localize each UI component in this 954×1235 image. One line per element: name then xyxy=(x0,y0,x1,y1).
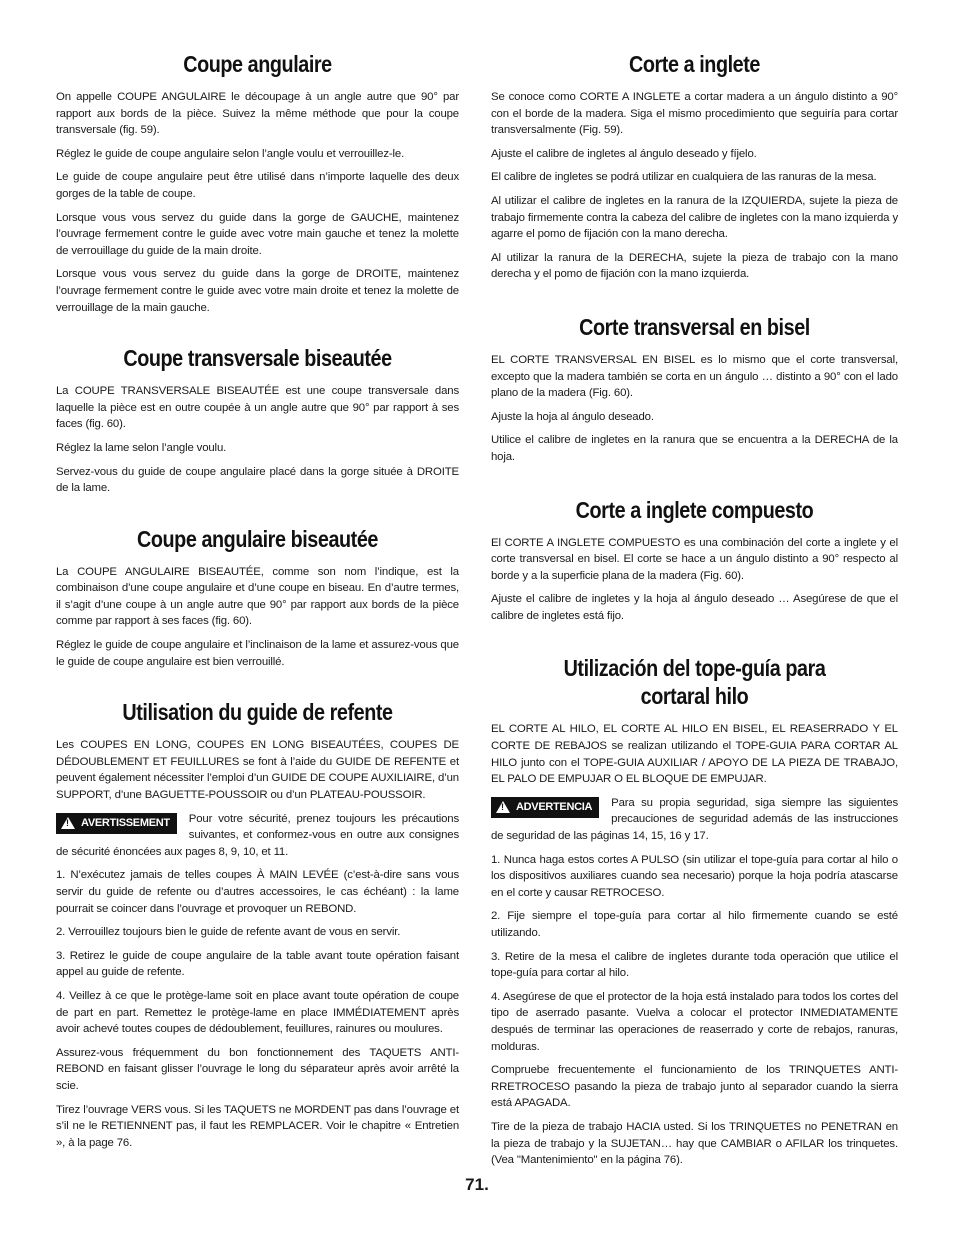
section-spacer xyxy=(491,290,898,313)
warning-badge xyxy=(491,797,599,818)
section-tope-guia xyxy=(491,654,898,1168)
heading-coupe-transversale-biseautee: Coupe transversale biseautée xyxy=(123,345,392,372)
paragraph: Le guide de coupe angulaire peut être utilisé dans n’importe laquelle des deux gorges de la table de coupe. xyxy=(56,171,459,200)
paragraph: On appelle COUPE ANGULAIRE le découpage à un angle autre que 90° par rapport aux bords de la pièce. Suivez la même méthode que pour la coupe transversale (fig. 59). xyxy=(56,91,459,137)
warning-label: ADVERTENCIA xyxy=(516,800,593,813)
paragraph: 4. Veillez à ce que le protège-lame soit en place avant toute opération de coupe de part en part. Remettez le protège-lame en place IMMÉDIATEMENT après avoir achevé toutes coupes de dédoublement, feuillures, rainures ou moulures. xyxy=(56,989,459,1036)
right-column xyxy=(491,50,898,1176)
section-corte-inglete-compuesto xyxy=(491,496,898,625)
paragraph: Compruebe frecuentemente el funcionamiento de los TRINQUETES ANTI-RRETROCESO pasando la pieza de trabajo junto al separador cuando la sierra está APAGADA. xyxy=(491,1064,898,1110)
paragraph: 3. Retire de la mesa el calibre de ingletes durante toda operación que utilice el tope-guía para cortar al hilo. xyxy=(491,950,898,980)
heading-coupe-angulaire-biseautee: Coupe angulaire biseautée xyxy=(137,525,378,552)
warning-paragraph xyxy=(56,811,459,861)
section-coupe-angulaire xyxy=(56,50,459,316)
warning-text: Pour votre sécurité, prenez toujours les précautions suivantes, et conformez-vous en outre aux consignes de sécurité énoncées aux pages 8, 9, 10, et 11. xyxy=(56,812,459,858)
warning-triangle-icon xyxy=(61,817,75,829)
paragraph: Tire de la pieza de trabajo HACIA usted. Si los TRINQUETES no PENETRAN en la pieza de trabajo y la SUJETAN… hay que CAMBIAR o AFILAR los trinquetes. (Vea "Mantenimiento" en la página 76). xyxy=(491,1120,898,1167)
heading-line: cortaral hilo xyxy=(640,683,749,710)
paragraph: EL CORTE AL HILO, EL CORTE AL HILO EN BISEL, EL REASERRADO Y EL CORTE DE REBAJOS se realizan utilizando el TOPE-GUIA PARA CORTAR AL HILO junto con el TOPE-GUIA AUXILIAR / APOYO DE LA PIEZA DE TRABAJO, EL PALO DE EMPUJAR O EL BLOQUE DE EMPUJAR. xyxy=(491,723,898,786)
paragraph: Lorsque vous vous servez du guide dans la gorge de GAUCHE, maintenez l’ouvrage fermement contre le guide avec votre main gauche et tenez la molette de verrouillage du guide de la main droite. xyxy=(56,211,459,257)
paragraph: 2. Fije siempre el tope-guía para cortar al hilo firmemente cuando se esté utilizando. xyxy=(491,910,898,939)
paragraph: Tirez l’ouvrage VERS vous. Si les TAQUETS ne MORDENT pas dans l’ouvrage et s’il ne le RETIENNENT pas, il faut les REMPLACER. Voir le chapitre « Entretien », à la page 76. xyxy=(56,1103,459,1149)
section-spacer xyxy=(56,323,459,344)
paragraph: Réglez le guide de coupe angulaire et l’inclinaison de la lame et assurez-vous que le guide de coupe angulaire est bien verrouillé. xyxy=(56,639,459,668)
paragraph: 3. Retirez le guide de coupe angulaire de la table avant toute opération faisant appel au guide de refente. xyxy=(56,949,459,979)
paragraph: Al utilizar la ranura de la DERECHA, sujete la pieza de trabajo con la mano derecha y el pomo de fijación con la mano izquierda. xyxy=(491,251,898,281)
paragraph: Servez-vous du guide de coupe angulaire placé dans la gorge située à DROITE de la lame. xyxy=(56,465,459,495)
paragraph: Réglez la lame selon l’angle voulu. xyxy=(56,441,227,454)
paragraph: Utilice el calibre de ingletes en la ranura que se encuentra a la DERECHA de la hoja. xyxy=(491,434,898,463)
left-column xyxy=(56,50,459,1158)
paragraph: 4. Asegúrese de que el protector de la hoja está instalado para todos los cortes del tipo de aserrado pasante. Vuelva a colocar el protector INMEDIATAMENTE después de terminar las operaciones de reaserrado y corte de rebajos, ranuras, molduras. xyxy=(491,990,898,1053)
section-spacer xyxy=(491,473,898,496)
section-guide-refente xyxy=(56,698,459,1151)
paragraph: 1. Nunca haga estos cortes A PULSO (sin utilizar el tope-guía para cortar al hilo o los dispositivos auxiliares cuando sea necesario) porque la hoja podría atascarse en el corte y causar RETROCESO. xyxy=(491,853,898,899)
section-corte-inglete xyxy=(491,50,898,283)
warning-badge xyxy=(56,813,177,834)
warning-text: Para su propia seguridad, siga siempre las siguientes precauciones de seguridad además de las instrucciones de seguridad de las páginas 14, 15, 16 y 17. xyxy=(491,796,898,843)
warning-paragraph xyxy=(491,795,898,845)
paragraph: Les COUPES EN LONG, COUPES EN LONG BISEAUTÉES, COUPES DE DÉDOUBLEMENT ET FEUILLURES se font à l’aide du GUIDE DE REFENTE et peuvent également nécessiter l’emploi d’un GUIDE DE COUPE AUXILIAIRE, d’un SUPPORT, d’une BAGUETTE-POUSSOIR ou d’un PLATEAU-POUSSOIR. xyxy=(56,739,459,802)
page-number: 71. xyxy=(465,1175,489,1194)
paragraph: 1. N’exécutez jamais de telles coupes À MAIN LEVÉE (c’est-à-dire sans vous servir du guide de refente ou d’autres accessoires, le cas échéant) : la lame pourrait se coincer dans l’ouvrage et provoquer un REBOND. xyxy=(56,869,459,915)
heading-corte-transversal-bisel: Corte transversal en bisel xyxy=(579,313,810,340)
paragraph: El CORTE A INGLETE COMPUESTO es una combinación del corte a inglete y el corte transversal en bisel. El corte se hace a un ángulo distinto a 90° respecto al borde y a la superficie plana de la madera (Fig. 60). xyxy=(491,536,898,582)
section-spacer xyxy=(491,631,898,654)
section-corte-transversal-bisel xyxy=(491,313,898,466)
paragraph: Réglez le guide de coupe angulaire selon l’angle voulu et verrouillez-le. xyxy=(56,147,405,160)
paragraph: Assurez-vous fréquemment du bon fonctionnement des TAQUETS ANTI-REBOND en faisant glisser l’ouvrage le long du séparateur après avoir arrêté la scie. xyxy=(56,1046,459,1092)
warning-triangle-icon xyxy=(496,801,510,813)
heading-corte-inglete: Corte a inglete xyxy=(629,51,760,77)
paragraph: 2. Verrouillez toujours bien le guide de refente avant de vous en servir. xyxy=(56,926,401,939)
paragraph: EL CORTE TRANSVERSAL EN BISEL es lo mismo que el corte transversal, excepto que la madera también se corta en un ángulo … distinto a 90° con el lado plano de la madera (Fig. 60). xyxy=(491,353,898,400)
paragraph: Lorsque vous vous servez du guide dans la gorge de DROITE, maintenez l’ouvrage fermement contre le guide avec votre main droite et tenez la molette de verrouillage de la main gauche. xyxy=(56,268,459,314)
paragraph: La COUPE ANGULAIRE BISEAUTÉE, comme son nom l’indique, est la combinaison d’une coupe angulaire et d’une coupe en biseau. En d’autre termes, il s’agit d’une coupe à un angle autre que 90° par rapport aux bords de la pièce comme par rapport à ses faces (fig. 60). xyxy=(56,565,459,628)
paragraph: El calibre de ingletes se podrá utilizar en cualquiera de las ranuras de la mesa. xyxy=(491,171,877,184)
heading-corte-inglete-compuesto: Corte a inglete compuesto xyxy=(575,496,814,523)
warning-label: AVERTISSEMENT xyxy=(81,816,170,829)
paragraph: Se conoce como CORTE A INGLETE a cortar madera a un ángulo distinto a 90° con el borde de la madera. Siga el mismo procedimiento que seguiría para cortar transversalmente (Fig. 59). xyxy=(491,91,898,137)
heading-tope-guia xyxy=(519,654,869,710)
section-spacer xyxy=(56,677,459,698)
paragraph: Ajuste el calibre de ingletes y la hoja al ángulo deseado … Asegúrese de que el calibre de ingletes está fijo. xyxy=(491,593,898,622)
section-coupe-angulaire-biseautee xyxy=(56,525,459,671)
section-spacer xyxy=(56,504,459,525)
heading-line: Utilización del tope-guía para xyxy=(563,655,826,682)
paragraph: Ajuste el calibre de ingletes al ángulo deseado y fíjelo. xyxy=(491,147,757,160)
paragraph: Al utilizar el calibre de ingletes en la ranura de la IZQUIERDA, sujete la pieza de trabajo firmemente contra la cabeza del calibre de ingletes con la mano izquierda y agarre el pomo de fijación con la mano derecha. xyxy=(491,194,898,241)
paragraph: Ajuste la hoja al ángulo deseado. xyxy=(491,410,654,423)
heading-guide-refente: Utilisation du guide de refente xyxy=(122,699,393,726)
heading-coupe-angulaire: Coupe angulaire xyxy=(183,51,332,77)
paragraph: La COUPE TRANSVERSALE BISEAUTÉE est une coupe transversale dans laquelle la pièce est en outre coupée à un angle autre que 90° par rapport à ses faces (fig. 60). xyxy=(56,385,459,431)
section-coupe-transversale-biseautee xyxy=(56,344,459,497)
